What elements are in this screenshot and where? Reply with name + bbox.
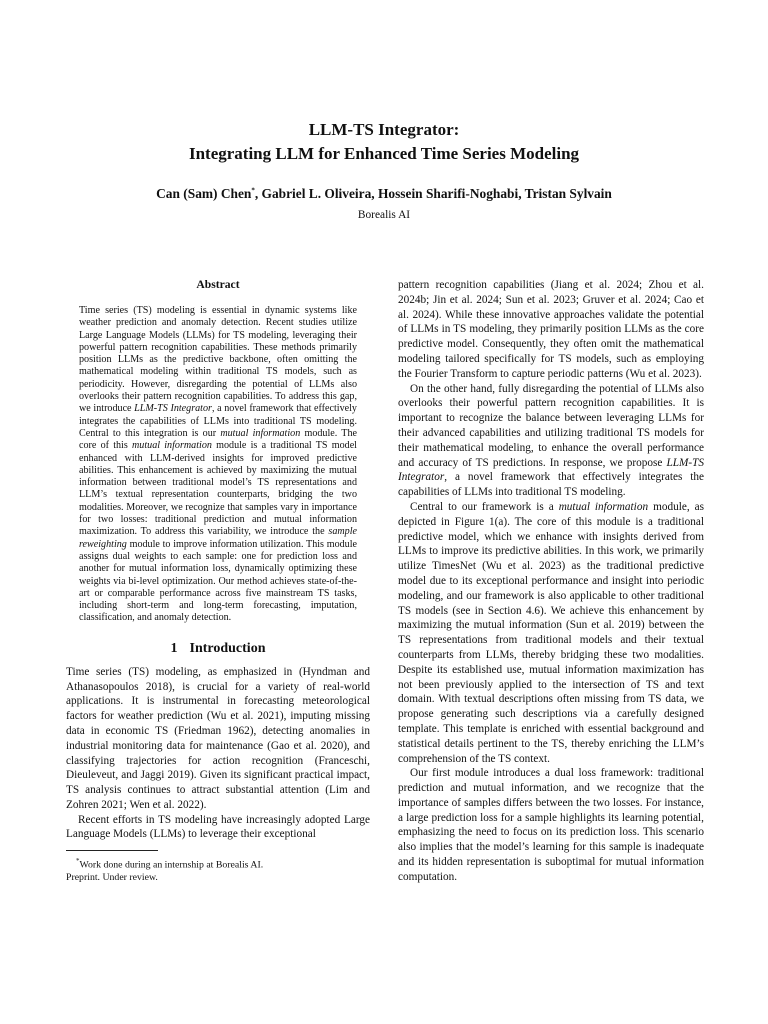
other-authors: , Gabriel L. Oliveira, Hossein Sharifi-Noghabi, Tristan Sylvain — [254, 186, 612, 201]
intro-paragraph-2: Recent efforts in TS modeling have increasingly adopted Large Language Models (LLMs) to leverage their exceptional — [66, 813, 370, 841]
paragraph-run: On the other hand, fully disregarding the potential of LLMs also overlooks their powerful pattern recognition capabilities. It is important to recognize the balance between leveraging LLMs for their advanced capabilities and utilizing traditional TS models for their mathematical modeling, to enhance the overall performance and accuracy of TS predictions. In response, we propose — [398, 382, 704, 469]
footnote — [66, 855, 370, 883]
footnote-rule — [66, 850, 158, 851]
right-paragraph-1: pattern recognition capabilities (Jiang et al. 2024; Zhou et al. 2024b; Jin et al. 2024; Sun et al. 2023; Gruver et al. 2024; Cao et al. 2024). While these innovative approaches validate the potential of LLMs in TS modeling, they primarily position LLMs as the core predictive model. Consequently, they often omit the mathematical modeling tailored specifically for TS models, such as employing the Fourier Transform to capture periodic patterns (Wu et al. 2023). — [398, 279, 704, 380]
footnote-line — [66, 855, 370, 871]
section-heading-introduction — [66, 641, 370, 657]
abstract-emphasis: mutual information — [132, 440, 212, 452]
author-list — [0, 186, 768, 202]
section-number: 1 — [170, 640, 178, 656]
left-column — [66, 278, 370, 884]
paragraph-emphasis: mutual information — [558, 500, 649, 513]
paragraph-run: module, as depicted in Figure 1(a). The core of this module is a traditional predictive model, which we enhance with insights derived from LLMs to improve its predictive abilities. In this work, we primarily utilize TimesNet (Wu et al. 2023) as the traditional predictive model due to its exceptional performance and insight into periodic modeling, and our framework is also applicable to other traditional TS models (see in Section 4.6). We achieve this enhancement by maximizing the mutual information (Sun et al. 2019) between the TS representations from traditional models and their textual counterparts from LLMs, thereby bridging these two modalities. Despite its established use, mutual information maximization has not been previously applied to the intersection of TS and text domain. With textual descriptions often missing from TS data, we propose generating such descriptions via a carefully designed template. This template is enriched with essential background and statistical details pertinent to the TS, thereby enriching the LLM’s comprehension of the TS context. — [398, 500, 704, 765]
footnote-text: Work done during an internship at Borealis AI. — [79, 859, 264, 871]
abstract-emphasis: LLM-TS Integrator — [134, 403, 212, 415]
footnote-mark: * — [76, 857, 80, 866]
abstract-run: Time series (TS) modeling is essential in dynamic systems like weather prediction and anomaly detection. Recent studies utilize Large Language Models (LLMs) for TS modeling, leveraging their powerful pattern recognition capabilities. These methods primarily position LLMs as the predictive backbone, often omitting the mathematical modeling within traditional TS models, such as periodicity. However, disregarding the potential of LLMs also overlooks their pattern recognition capabilities. To address this gap, we introduce — [79, 305, 357, 415]
abstract-emphasis: sample reweighting — [79, 526, 357, 550]
abstract-run: module is a traditional TS model enhanced with LLM-derived insights for improved predictive abilities. This enhancement is achieved by maximizing the mutual information between traditional model’s TS representations and LLM’s textual representation counterparts, bridging the two modalities. Moreover, we recognize that samples vary in importance for two losses: traditional prediction and mutual information maximization. To address this variability, we introduce the — [79, 440, 357, 538]
right-column — [398, 278, 704, 885]
title-line-2: Integrating LLM for Enhanced Time Series Modeling — [188, 144, 580, 163]
abstract-run: module to improve information utilization. This module assigns dual weights to each sample: one for prediction loss and another for mutual information loss, dynamically optimizing these weights via bi-level optimization. Our method achieves state-of-the-art or comparable performance across five mainstream TS tasks, including short-term and long-term forecasting, imputation, classification, and anomaly detection. — [79, 538, 357, 624]
abstract-text — [79, 305, 357, 625]
first-author: Can (Sam) Chen — [156, 186, 252, 201]
abstract-emphasis: mutual information — [220, 427, 301, 439]
right-paragraph-4: Our first module introduces a dual loss framework: traditional prediction and mutual information, and we recognize that the importance of samples differs between the two losses. For instance, a large prediction loss for a sample highlights its learning potential, emphasizing the need to focus on its prediction loss. This scenario also implies that the model’s learning for this sample is inadequate and its hidden representation is suboptimal for mutual information computation. — [398, 767, 704, 883]
abstract-run: , a novel framework that effectively integrates the capabilities of LLMs into traditional TS modeling. Central to this integration is our — [79, 403, 357, 439]
section-title: Introduction — [189, 640, 266, 656]
intro-paragraph-1: Time series (TS) modeling, as emphasized in (Hyndman and Athanasopoulos 2018), is crucial for a variety of real-world applications. It is instrumental in forecasting meteorological factors for weather prediction (Wu et al. 2021), imputing missing data in economic TS (Friedman 1962), detecting anomalies in industrial monitoring data for maintenance (Gao et al. 2020), and classifying trajectories for action recognition (Franceschi, Dieuleveut, and Jaggi 2019). Given its significant practical impact, TS analysis continues to attract substantial attention (Lim and Zohren 2021; Wen et al. 2022). — [66, 665, 370, 811]
paragraph-run: , a novel framework that effectively integrates the capabilities of LLMs into traditional TS modeling. — [398, 471, 704, 499]
title-line-1: LLM-TS Integrator: — [308, 120, 460, 139]
right-paragraph-2 — [398, 382, 704, 500]
paper-title — [0, 118, 768, 166]
affiliation: Borealis AI — [357, 209, 411, 221]
author-footnote-mark: * — [251, 186, 255, 195]
paragraph-run: Central to our framework is a — [410, 500, 559, 513]
preprint-note: Preprint. Under review. — [66, 871, 158, 883]
paragraph-emphasis: LLM-TS Integrator — [398, 456, 704, 484]
abstract-run: module. The core of this — [79, 427, 358, 452]
abstract-heading: Abstract — [196, 278, 240, 291]
right-paragraph-3 — [398, 500, 704, 766]
